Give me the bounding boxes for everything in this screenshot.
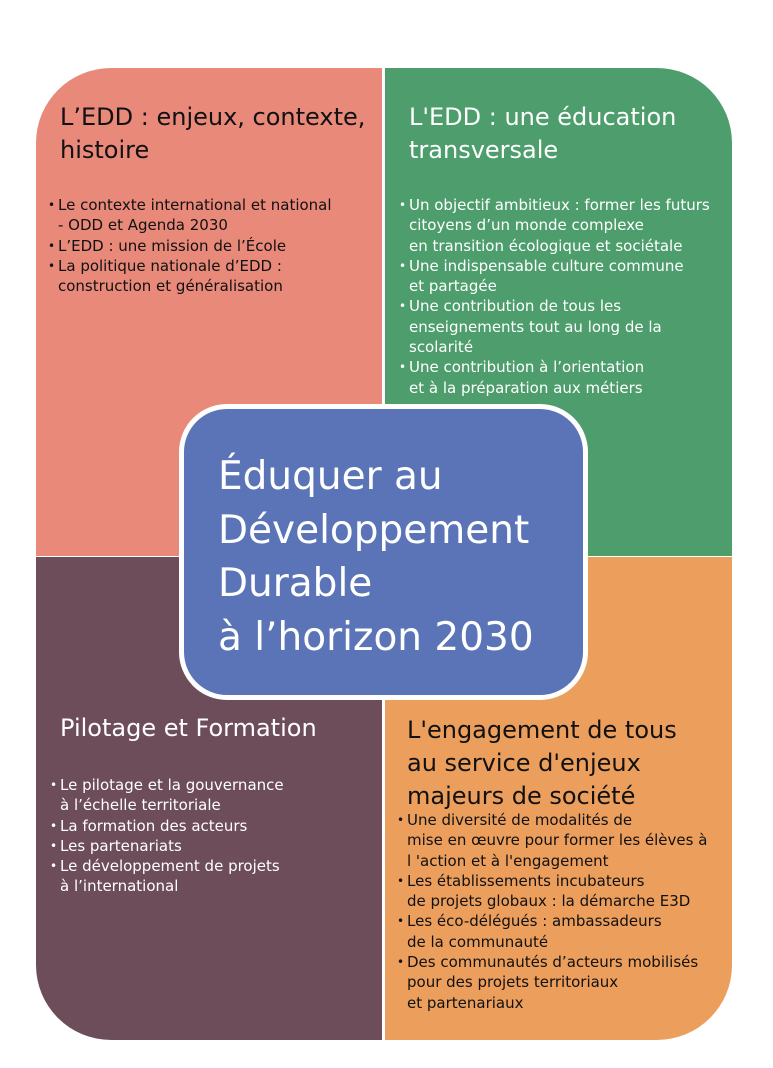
list-item: • Le développement de projets à l’international: [50, 856, 370, 897]
list-item: • Un objectif ambitieux : former les futurs citoyens d’un monde complexe en transition écologique et sociétale: [399, 195, 729, 256]
list-item: • Le contexte international et national - ODD et Agenda 2030: [48, 195, 378, 236]
bullet-list: [48, 195, 378, 296]
title-line: histoire: [60, 136, 150, 164]
quadrant-title: [409, 101, 676, 167]
quadrant-title: [60, 101, 365, 167]
quadrant-title: [60, 712, 317, 745]
list-item: • Les établissements incubateurs de projets globaux : la démarche E3D: [397, 871, 727, 912]
quadrant-title: [407, 714, 677, 813]
list-item: • Des communautés d’acteurs mobilisés pour des projets territoriaux et partenariaux: [397, 952, 727, 1013]
list-item: • Le pilotage et la gouvernance à l’échelle territoriale: [50, 775, 370, 816]
list-item: • Une contribution à l’orientation et à la préparation aux métiers: [399, 357, 729, 398]
center-title-box: [179, 404, 588, 700]
main-title-line: Éduquer au: [218, 454, 443, 499]
list-item: • Les partenariats: [50, 836, 370, 856]
list-item: • Une diversité de modalités de mise en œuvre pour former les élèves à l 'action et à l'engagement: [397, 810, 727, 871]
list-item: • La politique nationale d’EDD : construction et généralisation: [48, 256, 378, 297]
bullet-list: [397, 810, 727, 1013]
title-line: majeurs de société: [407, 782, 636, 810]
main-title-line: à l’horizon 2030: [218, 614, 534, 660]
list-item: • Une indispensable culture commune et partagée: [399, 256, 729, 297]
title-line: Pilotage et Formation: [60, 714, 317, 742]
list-item: • L’EDD : une mission de l’École: [48, 236, 378, 256]
title-line: L'engagement de tous: [407, 716, 677, 744]
list-item: • Les éco-délégués : ambassadeurs de la communauté: [397, 911, 727, 952]
list-item: • La formation des acteurs: [50, 816, 370, 836]
title-line: L’EDD : enjeux, contexte,: [60, 103, 366, 131]
list-item: • Une contribution de tous les enseignements tout au long de la scolarité: [399, 296, 729, 357]
title-line: au service d'enjeux: [407, 749, 641, 777]
title-line: transversale: [409, 136, 559, 164]
main-title-line: Durable: [218, 561, 373, 606]
title-line: L'EDD : une éducation: [409, 103, 677, 131]
main-title: [218, 450, 534, 664]
main-title-line: Développement: [218, 507, 530, 553]
bullet-list: [50, 775, 370, 897]
bullet-list: [399, 195, 729, 398]
